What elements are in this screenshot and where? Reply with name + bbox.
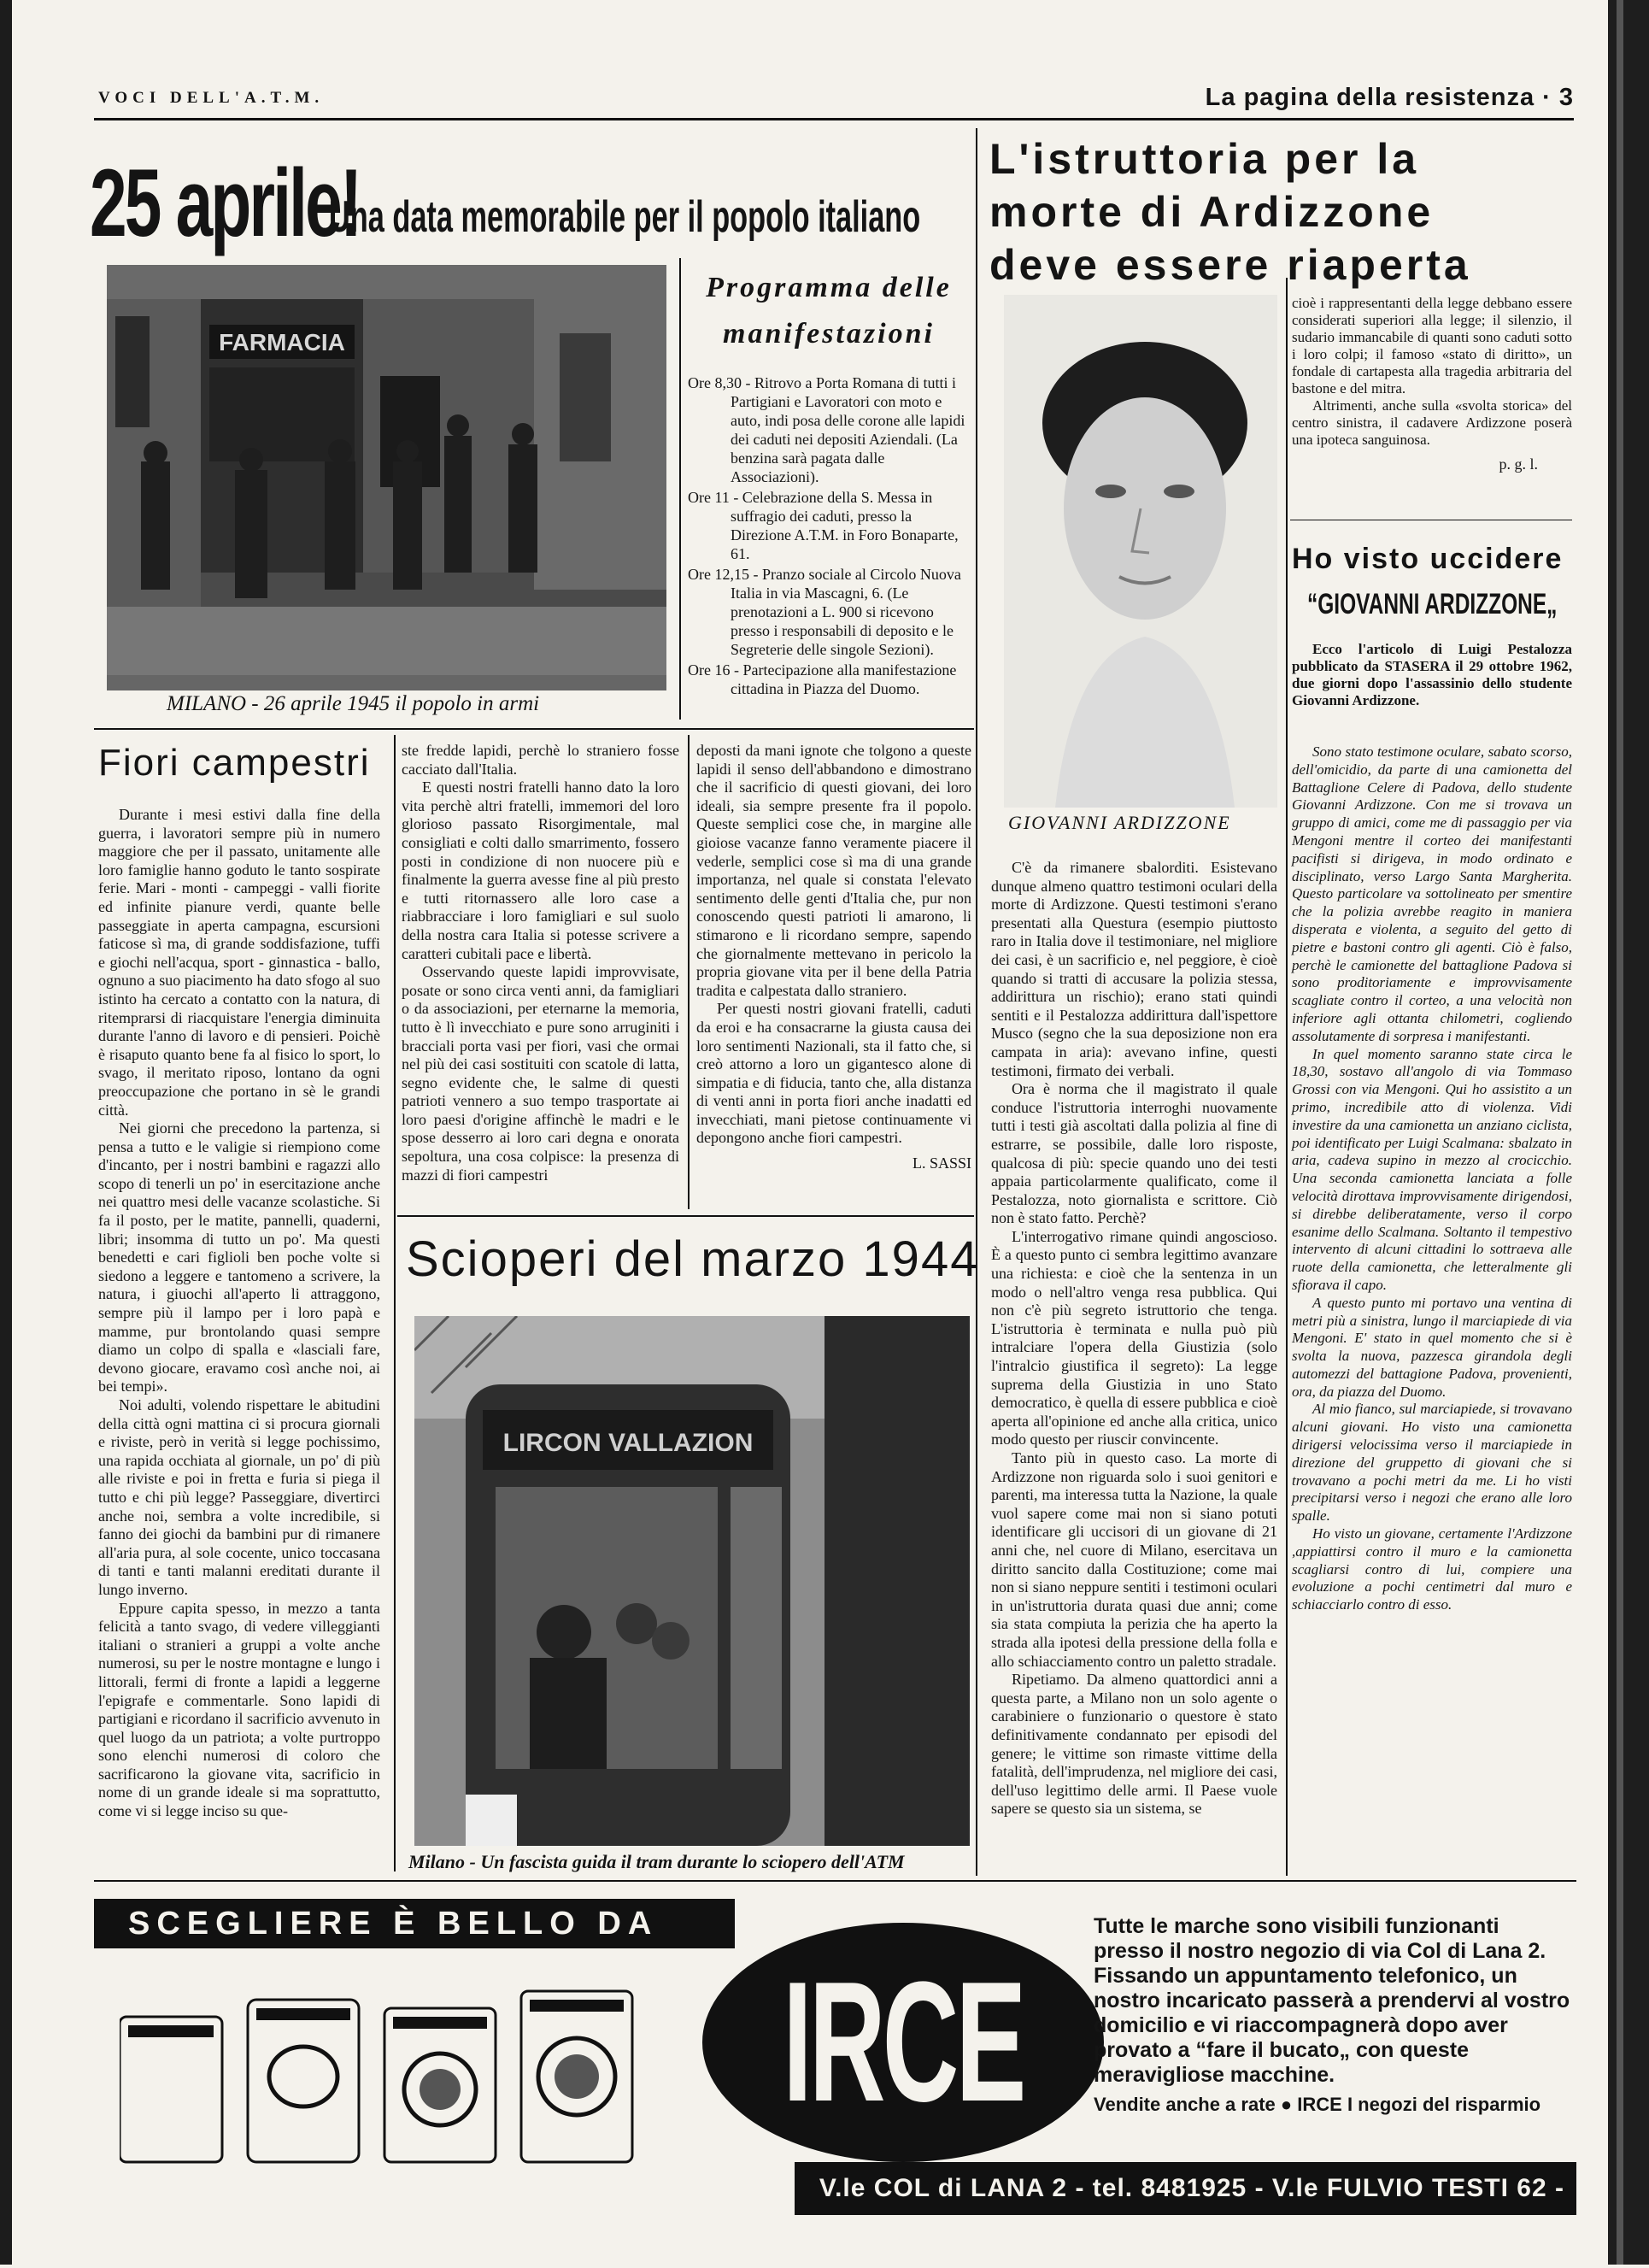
tram-destination-sign: LIRCON VALLAZION <box>502 1429 754 1457</box>
fiori-paragraph: Per questi nostri giovani fratelli, caduti da eroi e ha consacrarne la giusta causa dei loro sentimenti Nazionali, sta il fatto che, si creò attorno a loro un gigantesco alone di simpatia e di fiducia, tanto che, alla distanza di venti anni in porta fiori anche inadatti ed invecchiati, mani pietose continuamente vi depongono anche fiori campestri. <box>696 1000 971 1147</box>
fiori-signature: L. SASSI <box>912 1155 971 1172</box>
fiori-paragraph: Nei giorni che precedono la partenza, si pensa a tutto e le valigie si riempiono come d'incanto, per i nostri bambini e ragazzi allo scopo di tenerli un po' in esercitazione anche nei quattro mesi delle vacanze scolastiche. Si fa il posto, per le matite, pannelli, quaderni, libri; insomma di tutto un po'. Ma questi benedetti e cari figlioli ben poche volte si siedono a leggere e tantomeno a scrivere, la natura, i giuochi all'aperto li attraggono, sempre più il lampo per i loro papà e mamme, pur brontolando quasi sempre diamo un colpo di spalla e «lasciali fare, devono giocare, eravamo così anche noi, ai bei tempi». <box>98 1119 380 1395</box>
istruttoria-body <box>991 859 1277 1819</box>
photo-milano-caption: MILANO - 26 aprile 1945 il popolo in armi <box>167 692 540 715</box>
fiori-paragraph: E questi nostri fratelli hanno dato la loro vita perchè altri fratelli, immemori del loro glorioso passato Risorgimentale, mal consigliati e colti dallo smarrimento, fossero posti in condizione di non nuocere più e finalmente la guerra avesse fine al più presto e tutti ritornassero alle loro case a riabbracciare i loro famigliari e sul suolo della nostra cara Italia si potesse scrivere a caratteri cubitali pace e libertà. <box>402 779 679 962</box>
istruttoria-paragraph: Ora è norma che il magistrato il quale conduce l'istruttoria interroghi nuovamente tutti i testi già ascoltati dalla polizia al fine di estrarre, se possibile, dalle loro risposte, qualcosa di più: specie quando uno dei testi appaia particolarmente qualificato, come il Pestalozza, noto giornalista e scrittore. Ciò non è stato fatto. Perchè? <box>991 1080 1277 1227</box>
ho-visto-paragraph: In quel momento saranno state circa le 18,30, sostavo all'angolo di via Tommaso Grossi con via Mengoni. Qui ho assistito a un primo, incredibile atto di violenza. Vidi investire da una camionetta un anziano ciclista, poi identificato per Luigi Scalmana: sbalzato in aria, cadeva supino in mezzo al crocicchio. Una seconda camionetta lanciata a folle velocità dirottava improvvisamente dirigendosi, si direbbe deliberatamente, verso il corpo esanime dello Scalmana. Soltanto il tempestivo intervento di alcuni cittadini lo sottraeva alle ruote della camionetta, che letteralmente gli sfiorava il capo. <box>1292 1045 1572 1293</box>
running-head-left: VOCI DELL'A.T.M. <box>98 89 325 107</box>
page-edge-left <box>0 0 12 2265</box>
ad-washing-machines <box>120 1983 684 2171</box>
programma-item: Ore 12,15 - Pranzo sociale al Circolo Nuova Italia in via Mascagni, 6. (Le prenotazioni a L. 900 si ricevono presso i responsabili di deposito e le Segreterie delle singole Sezioni). <box>688 565 961 658</box>
programma-list <box>688 373 970 698</box>
fiori-paragraph: Durante i mesi estivi dalla fine della guerra, i lavoratori sempre più in numero maggiore che per il passato, unitamente alle loro famiglie hanno goduto le tanto sospirate ferie. Mari - monti - campeggi - valli fiorite ed infinite pianure verdi, quante belle passeggiate in aperta campagna, escursioni faticose sì ma, di grande soddisfazione, tuffi e giochi nell'acqua, sport - ginnastica - ballo, ognuno a suo piacimento ha dato sfogo al suo istinto ha cercato a contatto con la natura, di ritemprarsi di riacquistare l'energia diminuita durante l'anno di lavoro e di pensieri. Poichè è risaputo quanto bene fa al fisico lo sport, lo svago, il meritato riposo, lontano da ogni preoccupazione che portano in sè le grandi città. <box>98 806 380 1119</box>
istruttoria-headline <box>989 132 1579 291</box>
photo-scioperi-caption: Milano - Un fascista guida il tram durante lo sciopero dell'ATM <box>408 1851 905 1872</box>
programma-item: Ore 11 - Celebrazione della S. Messa in suffragio dei caduti, presso la Direzione A.T.M. in Foro Bonaparte, 61. <box>688 488 959 562</box>
istruttoria-paragraph: Tanto più in questo caso. La morte di Ardizzone non riguarda solo i suoi genitori e parenti, ma interessa tutta la Nazione, la quale vuol sapere come mai non si siano potuti identificare gli uccisori di un giovane di 21 anni che, nel cuore di Milano, esercitava un diritto sancito dalla Costituzione; come mai non si siano neppure sentiti i testimoni oculari in un'istruttoria durata quasi due anni; come sia stata compiuta la perizia che ha aperto la strada alla ipotesi della pressione della folla e allo schiacciamento contro un paletto stradale. <box>991 1449 1277 1670</box>
ho-visto-intro-text: Ecco l'articolo di Luigi Pestalozza pubblicato da STASERA il 29 ottobre 1962, due giorni dopo l'assassinio dello studente Giovanni Ardizzone. <box>1292 641 1572 708</box>
programma-box <box>688 265 970 700</box>
fiori-column-3 <box>696 742 971 1173</box>
column-divider-right <box>1286 278 1288 1876</box>
horizontal-rule-ad <box>94 1880 1576 1882</box>
photo-scioperi-tram <box>414 1316 970 1846</box>
horizontal-rule-fiori <box>94 728 974 730</box>
ho-visto-paragraph: Al mio fianco, sul marciapiede, si trovavano alcuni giovani. Ho visto una camionetta dirigersi velocissima verso il marciapiede in direzione del gruppetto di giovani che si trovavano a pochi metri da me. Li ho visti precipitarsi verso i negozi che erano alle loro spalle. <box>1292 1401 1572 1525</box>
fiori-paragraph: deposti da mani ignote che tolgono a queste lapidi il senso dell'abbandono e dimostrano che il sacrificio di questi giovani, dei loro ideali, sia sempre presente fra il popolo. Queste semplici cose che, in margine alle gioiose vacanze fanno veramente piacere il vederle, semplici cose sì ma di una grande importanza, nel quale si constata l'elevato sentimento delle genti d'Italia che, pur non conoscendo questi patrioti li amarono, li stimarono e li ricordano sempre, sapendo che giornalmente mettevano in pericolo la propria giovane vita per il bene della Patria tradita e calpestata dallo straniero. <box>696 742 971 999</box>
istruttoria-paragraph: Altrimenti, anche sulla «svolta storica» del centro sinistra, il cadavere Ardizzone poserà una ipoteca sanguinosa. <box>1292 397 1572 448</box>
programma-item: Ore 16 - Partecipazione alla manifestazione cittadina in Piazza del Duomo. <box>688 661 957 697</box>
ho-visto-paragraph: Ho visto un giovane, certamente l'Ardizzone ,appiattirsi contro il muro e la camionetta scagliarsi contro di lui, compiere una evoluzione a pochi centimetri dal muro e schiacciarlo contro di esso. <box>1292 1525 1572 1613</box>
ho-visto-body <box>1292 743 1572 1614</box>
ad-band: SCEGLIERE È BELLO DA <box>94 1899 735 1948</box>
photo-milano-1945 <box>107 265 666 690</box>
ad-subline: Vendite anche a rate ● IRCE I negozi del risparmio <box>1094 2094 1541 2115</box>
programma-title-2: manifestazioni <box>723 318 935 350</box>
photo-milano-scene <box>107 265 666 690</box>
istruttoria-paragraph: C'è da rimanere sbalorditi. Esistevano dunque almeno quattro testimoni oculari della morte di Ardizzone. Questi testimoni s'erano presentati alla Questura (esempio piuttosto raro in Italia dove il testimoniare, nel migliore dei casi, è un sacrificio e, nel peggiore, è cioè quando si tratti di accusare la polizia stessa, addirittura un rischio); erano stati quindi sentiti e il Pestalozza addirittura dall'ispettore Musco (segno che la sua deposizione non era campata in aria): avevano infine, questi testimoni, firmato dei verbali. <box>991 859 1277 1079</box>
column-divider-main <box>976 128 977 1876</box>
istruttoria-paragraph: Ripetiamo. Da almeno quattordici anni a questa parte, a Milano non un solo agente o carabiniere o funzionario o questore è stato definitivamente condannato per episodi del genere; le vittime son rimaste vittime della fatalità, dell'imprudenza, nel migliore dei casi, dell'uso legittimo delle armi. Il Paese vuole sapere se questo sia un sistema, se <box>991 1671 1277 1818</box>
ho-visto-name: “GIOVANNI ARDIZZONE„ <box>1307 588 1558 620</box>
ho-visto-title: Ho visto uccidere <box>1292 543 1564 575</box>
pharmacy-sign: FARMACIA <box>219 329 345 355</box>
programma-title-1: Programma delle <box>706 272 952 303</box>
portrait-caption: GIOVANNI ARDIZZONE <box>1008 812 1231 833</box>
washing-machines-illustration <box>120 1983 684 2171</box>
ho-visto-paragraph: Sono stato testimone oculare, sabato scorso, dell'omicidio, da parte di una camionetta del Battaglione Celere di Padova, dello studente Giovanni Ardizzone. Con me si trovava un gruppo di amici, come me di passaggio per via Mengoni mentre il corteo dei manifestanti pacifisti si dirigeva, in modo ordinato e disciplinato, verso Largo Santa Margherita. Questo particolare va sottolineato per smentire che la polizia avrebbe reagito in maniera disperata e violenta, a seguito del getto di pietre e bastoni contro gli agenti. Ciò è falso, perchè le camionette del battaglione Padova si sono proditoriamente e improvvisamente scagliate contro il corteo, a una velocità non inferiore agli ottanta chilometri, cogliendo assolutamente di sorpresa i manifestanti. <box>1292 743 1572 1044</box>
istruttoria-title-2: morte di Ardizzone <box>989 188 1435 236</box>
column-divider-fiori-2 <box>688 735 690 1209</box>
fiori-paragraph: Noi adulti, volendo rispettare le abitudini della città ogni mattina ci si procura giornali e riviste, però in verità si legge pochissimo, una rapida occhiata al giornale, un po' di più alle riviste e poi in fretta e furia si piega il tutto e chi più legge? Passeggiare, divertirci anche noi, sembra a volte incredibile, si fanno dei giochi da bambini pur di rimanere all'aria pura, al sole cocente, unico toccasana di tanti e tanti malanni ereditati durante il lungo inverno. <box>98 1396 380 1598</box>
ad-brand-logo: IRCE <box>783 1947 1024 2137</box>
photo-tram-scene <box>414 1316 970 1846</box>
istruttoria-paragraph: cioè i rappresentanti della legge debbano essere considerati superiori alla legge; il silenzio, il sudario immancabile di quanti sono caduti sotto i loro colpi; il famoso «stato di diritto», un fondale di cartapesta alla tragedia arbitraria del bastone e del mitra. <box>1292 295 1572 397</box>
ad-brand-oval <box>702 1923 1104 2162</box>
istruttoria-title-1: L'istruttoria per la <box>989 135 1420 183</box>
ho-visto-paragraph: A questo punto mi portavo una ventina di metri più a sinistra, lungo il marciapiede di via Mengoni. E' stato in quel momento che si è svolta la nuova, pazzesca girandola degli automezzi del battagione Padova, provenienti, ora, da piazza del Duomo. <box>1292 1294 1572 1400</box>
fiori-paragraph: ste fredde lapidi, perchè lo straniero fosse cacciato dall'Italia. <box>402 742 679 778</box>
istruttoria-title-3: deve essere riaperta <box>989 241 1471 289</box>
ad-addresses: V.le COL di LANA 2 - tel. 8481925 - V.le FULVIO TESTI 62 - tel. 6424193 <box>795 2162 1576 2215</box>
fiori-column-1 <box>98 806 380 1821</box>
headline-subtitle: Una data memorabile per il popolo italiano <box>329 192 921 242</box>
istruttoria-signature: p. g. l. <box>1499 455 1538 473</box>
ho-visto-intro <box>1292 641 1572 709</box>
page-edge-right <box>1608 0 1649 2265</box>
headline-date: 25 aprile! <box>90 150 361 256</box>
fiori-paragraph: Osservando queste lapidi improvvisate, posate or sono circa venti anni, da famigliari o da associazioni, per eternarne la memoria, tutto è lì invecchiato e pure sono arruginiti i bracciali porta vasi per fiori, vasi che ormai nel più dei casi sostituiti con scatole di latta, segno evidente che, le salme di questi patrioti vennero a suo tempo trasportate ai loro paesi d'origine affinchè le madri e le spose desserro ai loro cari degna e onorata sepoltura, una cosa colpisce: la presenza di mazzi di fiori campestri <box>402 963 679 1184</box>
ad-body-text: Tutte le marche sono visibili funzionanti presso il nostro negozio di via Col di Lana 2. Fissando un appuntamento telefonico, un nostro incaricato passerà a prendervi al vostro domicilio e vi riaccompagnerà dopo aver provato a “fare il bucato„ con queste meravigliose macchine. <box>1094 1914 1570 2087</box>
scioperi-title: Scioperi del marzo 1944 <box>406 1231 980 1287</box>
programma-item: Ore 8,30 - Ritrovo a Porta Romana di tutti i Partigiani e Lavoratori con moto e auto, indi posa delle corone alle lapidi dei caduti nei depositi Aziendali. (La benzina sarà pagata dalle Associazioni). <box>688 373 965 485</box>
column-divider-fiori-1 <box>394 735 396 1871</box>
horizontal-rule-scioperi <box>397 1215 974 1217</box>
top-rule <box>94 118 1574 120</box>
fiori-column-2 <box>402 742 679 1184</box>
running-head-right: La pagina della resistenza · 3 <box>1205 84 1574 111</box>
portrait-image <box>1004 295 1277 808</box>
portrait-ardizzone <box>1004 295 1277 808</box>
istruttoria-paragraph: L'interrogativo rimane quindi angoscioso. È a questo punto ci sembra legittimo avanzare una richiesta: e cioè che la sentenza in un modo o nell'altro venga resa pubblica. Qui non c'è più segreto istruttorio che tenga. L'istruttoria è terminata e nulla può più intralciare l'opera della Giustizia (solo l'intralcio giustifica il segreto): La legge suprema della Giustizia in uno Stato democratico, è quella di essere pubblica e cioè aperta all'opinione ed anche alla critica, unico modo questo per riuscir convincente. <box>991 1227 1277 1448</box>
fiori-title: Fiori campestri <box>98 742 371 784</box>
fiori-paragraph: Eppure capita spesso, in mezzo a tanta felicità a tanto svago, di vedere villeggianti italiani o stranieri a gruppi a volte anche numerosi, su per le nostre montagne e lungo i littorali, fermi di fronte a lapidi a leggerne l'epigrafe e commentarle. Sono lapidi di partigiani e ricordano il sacrificio avvenuto in quel luogo da un patriota; a volte purtroppo sono elenchi numerosi di coloro che sacrificarono la giovane vita, sacrificio in nome di un grande ideale si ma soprattutto, come vi si legge inciso su que- <box>98 1599 380 1820</box>
istruttoria-right-continuation <box>1292 295 1572 473</box>
